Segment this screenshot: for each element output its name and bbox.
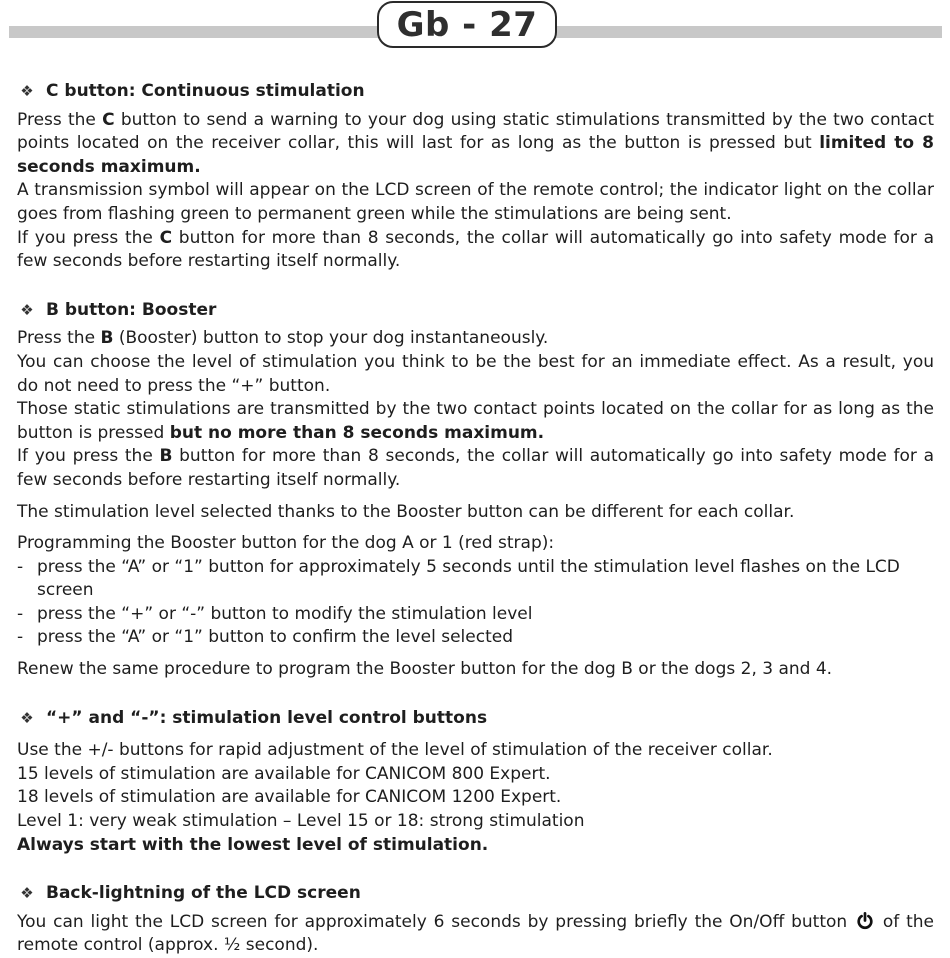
header-rule-left xyxy=(9,26,381,38)
diamond-bullet-icon: ❖ xyxy=(20,708,34,727)
manual-content xyxy=(17,80,934,958)
paragraph: Press the B (Booster) button to stop your dog instantaneously. xyxy=(17,328,549,349)
paragraph: Use the +/- buttons for rapid adjustment of the level of stimulation of the receiver collar. xyxy=(17,740,773,761)
section-heading-backlight xyxy=(17,882,934,906)
paragraph: Renew the same procedure to program the Booster button for the dog B or the dogs 2, 3 and 4. xyxy=(17,659,833,680)
paragraph: Those static stimulations are transmitted by the two contact points located on the collar for as long as the button is pressed but no more than 8 seconds maximum. xyxy=(17,399,934,443)
paragraph: If you press the C button for more than 8 seconds, the collar will automatically go into safety mode for a few seconds before restarting itself normally. xyxy=(17,227,935,272)
list-item: - press the “A” or “1” button to confirm the level selected xyxy=(17,627,513,648)
power-icon xyxy=(856,912,874,930)
paragraph: A transmission symbol will appear on the LCD screen of the remote control; the indicator light on the collar goes from flashing green to permanent green while the stimulations are being sent. xyxy=(17,180,934,224)
section-title: “+” and “-”: stimulation level control buttons xyxy=(46,707,488,728)
section-heading-b-button xyxy=(17,299,934,323)
diamond-bullet-icon: ❖ xyxy=(20,884,34,903)
paragraph: You can choose the level of stimulation you think to be the best for an immediate effect. As a result, you do not need to press the “+” button. xyxy=(17,351,934,396)
page-number-badge: Gb - 27 xyxy=(377,1,557,48)
section-title: Back-lightning of the LCD screen xyxy=(46,883,361,904)
section-heading-plus-minus xyxy=(17,707,934,731)
section-title: B button: Booster xyxy=(46,299,217,320)
paragraph-bold: Always start with the lowest level of stimulation. xyxy=(17,834,489,855)
paragraph: If you press the B button for more than 8 seconds, the collar will automatically go into safety mode for a few seconds before restarting itself normally. xyxy=(17,446,935,490)
paragraph: 18 levels of stimulation are available for CANICOM 1200 Expert. xyxy=(17,787,562,808)
list-item: - press the “A” or “1” button for approximately 5 seconds until the stimulation level flashes on the LCD screen xyxy=(17,556,900,601)
paragraph: You can light the LCD screen for approximately 6 seconds by pressing briefly the On/Off button of the remote control (approx. ½ second). xyxy=(17,911,934,956)
diamond-bullet-icon: ❖ xyxy=(20,300,34,319)
section-title: C button: Continuous stimulation xyxy=(46,81,365,101)
paragraph: Level 1: very weak stimulation – Level 15 or 18: strong stimulation xyxy=(17,811,585,832)
list-item: - press the “+” or “-” button to modify the stimulation level xyxy=(17,603,533,624)
paragraph: The stimulation level selected thanks to the Booster button can be different for each collar. xyxy=(17,501,795,522)
paragraph: Press the C button to send a warning to your dog using static stimulations transmitted by the two contact points located on the receiver collar, this will last for as long as the button is pressed but limited to 8 seconds maximum. xyxy=(17,109,935,177)
paragraph: 15 levels of stimulation are available for CANICOM 800 Expert. xyxy=(17,763,551,784)
section-heading-c-button xyxy=(17,80,934,104)
diamond-bullet-icon: ❖ xyxy=(20,82,34,100)
header-rule-right xyxy=(556,26,942,38)
paragraph: Programming the Booster button for the dog A or 1 (red strap): xyxy=(17,533,555,554)
